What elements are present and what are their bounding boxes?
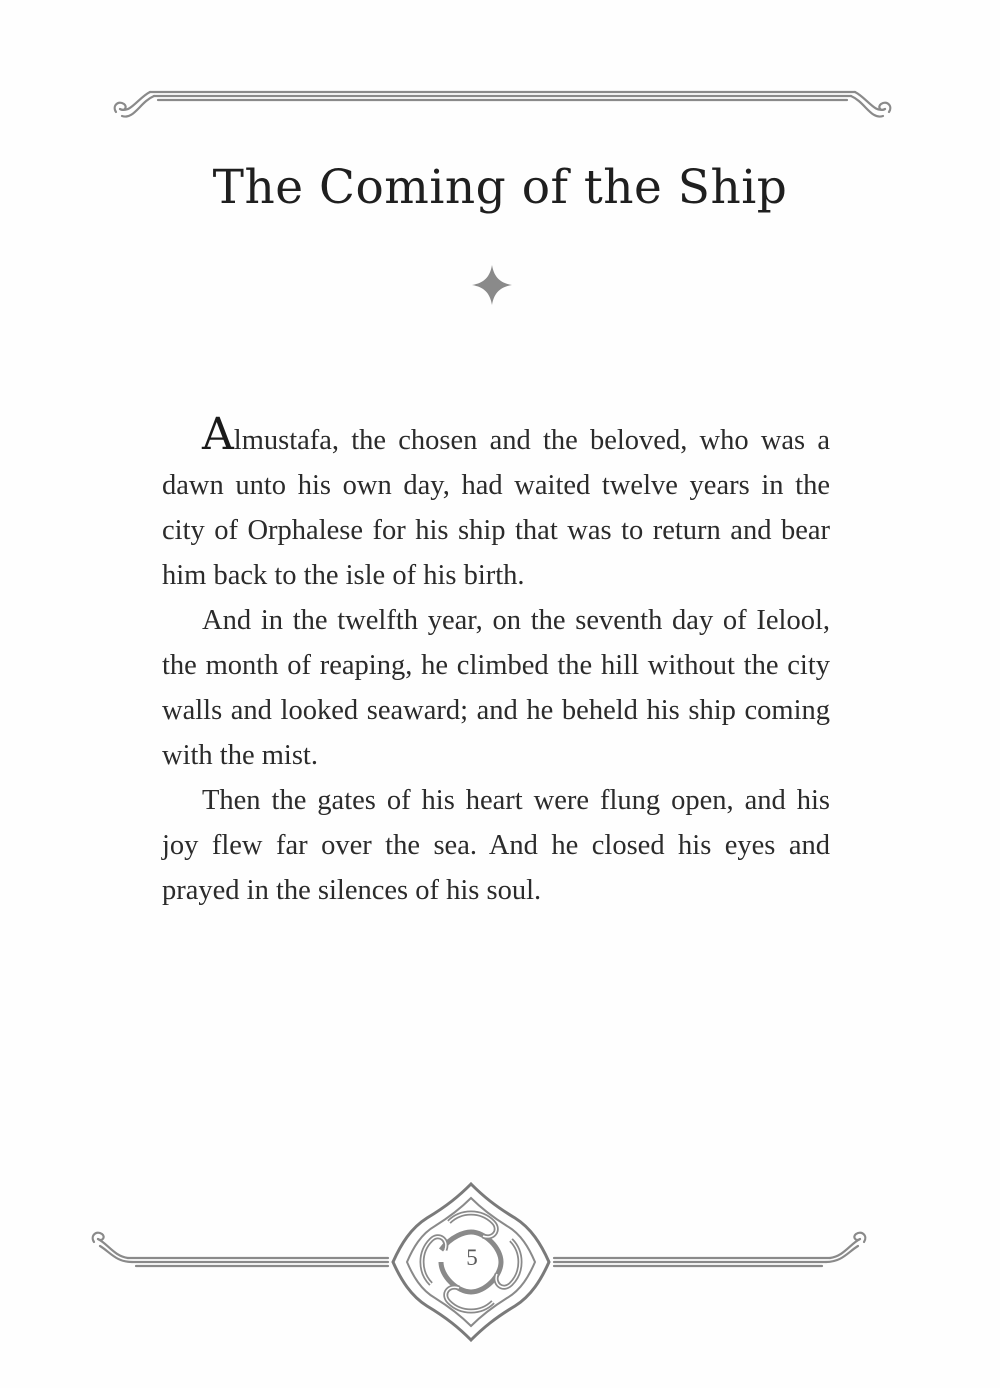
drop-cap: A <box>202 409 234 460</box>
page-number: 5 <box>466 1245 478 1270</box>
chapter-title: The Coming of the Ship <box>212 160 788 215</box>
paragraph-2: And in the twelfth year, on the seventh day of Ielool, the month of reaping, he climbed the hill without the city walls and looked seaward; and he beheld his ship coming with the mist. <box>162 605 830 771</box>
paragraph-1-text: lmustafa, the chosen and the beloved, who was a dawn unto his own day, had waited twelve years in the city of Orphalese for his ship that was to return and bear him back to the isle of his birth. <box>162 425 830 591</box>
diamond-ornament-icon <box>470 263 514 307</box>
paragraph-1 <box>162 409 830 598</box>
top-border-ornament <box>110 78 895 123</box>
chapter-body <box>162 409 830 913</box>
paragraph-3: Then the gates of his heart were flung open, and his joy flew far over the sea. And he closed his eyes and prayed in the silences of his soul. <box>162 785 830 906</box>
